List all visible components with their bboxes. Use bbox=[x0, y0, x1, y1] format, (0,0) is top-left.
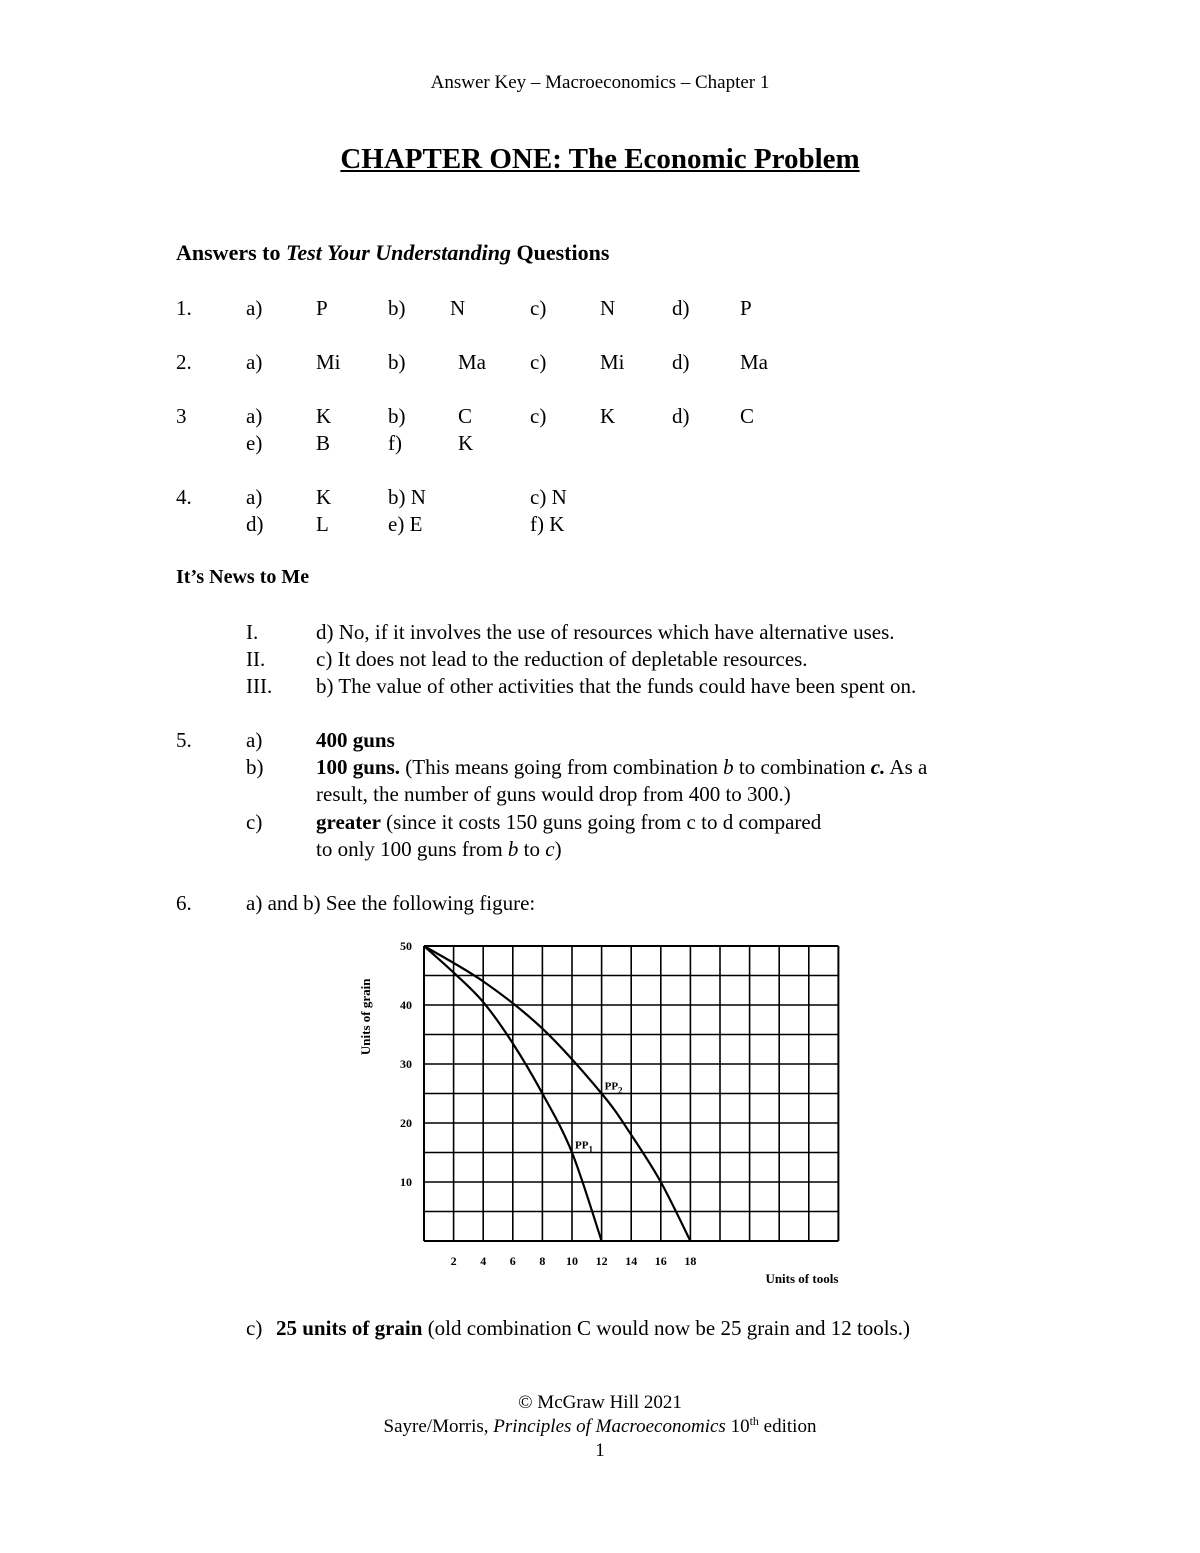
answer-item: c) N bbox=[530, 485, 567, 509]
curve-label-main: PP bbox=[575, 1139, 589, 1152]
answer-value: L bbox=[316, 512, 329, 536]
answer-label: d) bbox=[246, 512, 264, 536]
answer-text: greater (since it costs 150 guns going from c to d compared bbox=[316, 810, 822, 834]
y-tick-label: 30 bbox=[400, 1057, 412, 1071]
answer-text: 25 units of grain (old combination C would now be 25 grain and 12 tools.) bbox=[276, 1316, 911, 1340]
x-tick-label: 14 bbox=[625, 1254, 638, 1268]
chart-grid bbox=[424, 946, 838, 1241]
answer-value: C bbox=[458, 404, 473, 428]
answer-value: Mi bbox=[316, 350, 341, 374]
x-tick-label: 6 bbox=[509, 1254, 516, 1268]
answer-value: K bbox=[316, 404, 332, 428]
answer-text: 400 guns bbox=[316, 728, 395, 752]
y-tick-label: 40 bbox=[400, 998, 412, 1012]
answer-label: c) bbox=[246, 810, 263, 834]
answer-value: Ma bbox=[458, 350, 486, 374]
answer-label: a) bbox=[246, 485, 263, 509]
answer-value: Ma bbox=[740, 350, 768, 374]
x-tick-label: 12 bbox=[595, 1254, 608, 1268]
answer-label: c) bbox=[530, 296, 547, 320]
answer-value: K bbox=[600, 404, 616, 428]
answer-label: c) bbox=[246, 1316, 263, 1340]
question-6-intro: a) and b) See the following figure: bbox=[246, 891, 536, 915]
answer-item: b) N bbox=[388, 485, 426, 509]
answer-label: d) bbox=[672, 404, 690, 428]
question-number: 2. bbox=[176, 350, 192, 374]
ppf-chart bbox=[340, 930, 870, 1295]
answer-label: b) bbox=[388, 404, 406, 428]
question-number: 4. bbox=[176, 485, 192, 509]
answer-label: b) bbox=[388, 350, 406, 374]
x-tick-label: 16 bbox=[654, 1254, 667, 1268]
answer-label: a) bbox=[246, 728, 263, 752]
news-item-number: I. bbox=[246, 620, 259, 644]
answer-text-continued: result, the number of guns would drop from 400 to 300.) bbox=[316, 782, 791, 806]
y-tick-label: 50 bbox=[400, 939, 412, 953]
answer-label: d) bbox=[672, 350, 690, 374]
page-title: CHAPTER ONE: The Economic Problem bbox=[340, 143, 860, 175]
x-tick-label: 8 bbox=[539, 1254, 546, 1268]
curve-label-main: PP bbox=[604, 1080, 619, 1093]
curve-label-subscript: 2 bbox=[618, 1085, 623, 1096]
answer-label: a) bbox=[246, 404, 263, 428]
x-tick-label: 4 bbox=[480, 1254, 487, 1268]
answer-value: K bbox=[316, 485, 332, 509]
answer-text-continued: to only 100 guns from b to c) bbox=[316, 837, 562, 861]
page-header: Answer Key – Macroeconomics – Chapter 1 bbox=[430, 72, 770, 93]
news-item-number: III. bbox=[246, 674, 273, 698]
answer-label: c) bbox=[530, 350, 547, 374]
answer-value: B bbox=[316, 431, 331, 455]
answer-value: N bbox=[600, 296, 616, 320]
answer-label: f) bbox=[388, 431, 402, 455]
question-number: 1. bbox=[176, 296, 192, 320]
section-heading-test-your-understanding: Answers to Test Your Understanding Questions bbox=[176, 240, 610, 265]
x-axis-label: Units of tools bbox=[765, 1271, 839, 1286]
curve-label-subscript: 1 bbox=[588, 1144, 593, 1155]
answer-label: b) bbox=[246, 755, 264, 779]
answer-label: d) bbox=[672, 296, 690, 320]
news-item-text: d) No, if it involves the use of resources which have alternative uses. bbox=[316, 620, 895, 644]
answer-label: c) bbox=[530, 404, 547, 428]
question-number: 5. bbox=[176, 728, 192, 752]
footer-citation: Sayre/Morris, Principles of Macroeconomics 10th edition bbox=[383, 1414, 817, 1437]
news-item-text: c) It does not lead to the reduction of depletable resources. bbox=[316, 647, 808, 671]
answer-value: N bbox=[450, 296, 466, 320]
x-tick-label: 2 bbox=[450, 1254, 457, 1268]
answer-value: K bbox=[458, 431, 474, 455]
answer-label: a) bbox=[246, 350, 263, 374]
y-tick-label: 20 bbox=[400, 1116, 412, 1130]
y-axis-label: Units of grain bbox=[358, 978, 373, 1056]
answer-value: Mi bbox=[600, 350, 625, 374]
footer-copyright: © McGraw Hill 2021 bbox=[518, 1392, 682, 1413]
news-item-number: II. bbox=[246, 647, 266, 671]
y-tick-label: 10 bbox=[400, 1175, 412, 1189]
answer-text: 100 guns. (This means going from combination b to combination c. As a bbox=[316, 755, 928, 779]
answer-label: e) bbox=[246, 431, 263, 455]
answer-item: f) K bbox=[530, 512, 565, 536]
page-number: 1 bbox=[595, 1440, 605, 1461]
answer-label: a) bbox=[246, 296, 263, 320]
answer-value: C bbox=[740, 404, 755, 428]
question-number: 6. bbox=[176, 891, 192, 915]
news-heading: It’s News to Me bbox=[176, 566, 310, 588]
answer-item: e) E bbox=[388, 512, 423, 536]
question-number: 3 bbox=[176, 404, 187, 428]
news-item-text: b) The value of other activities that the funds could have been spent on. bbox=[316, 674, 917, 698]
answer-value: P bbox=[740, 296, 752, 320]
answer-label: b) bbox=[388, 296, 406, 320]
x-tick-label: 10 bbox=[566, 1254, 578, 1268]
answer-value: P bbox=[316, 296, 328, 320]
x-tick-label: 18 bbox=[684, 1254, 697, 1268]
